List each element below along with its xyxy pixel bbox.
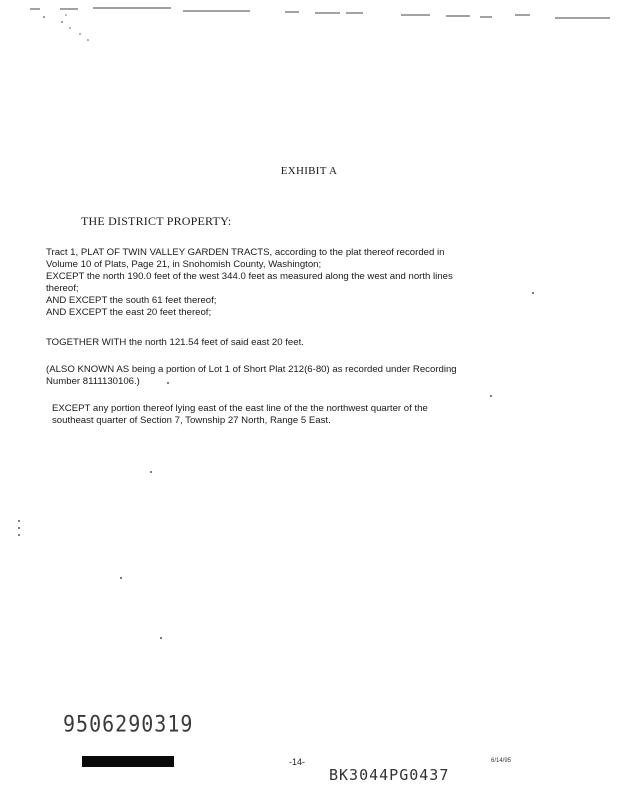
together-line: TOGETHER WITH the north 121.54 feet of said east 20 feet.: [46, 337, 304, 348]
scan-speck: [18, 534, 20, 536]
recording-number: 9506290319: [63, 710, 194, 738]
scan-speck: [160, 637, 162, 639]
scan-speck: [490, 395, 492, 397]
except-line: southeast quarter of Section 7, Township 27 North, Range 5 East.: [52, 415, 331, 426]
tract-line: EXCEPT the north 190.0 feet of the west 344.0 feet as measured along the west and north lines: [46, 271, 453, 282]
aka-line: (ALSO KNOWN AS being a portion of Lot 1 of Short Plat 212(6-80) as recorded under Recording: [46, 364, 457, 375]
also-known-as-clause: [46, 364, 546, 388]
scan-speck: [18, 527, 20, 529]
except-clause: [52, 403, 552, 427]
tract-line: Volume 10 of Plats, Page 21, in Snohomish County, Washington;: [46, 259, 322, 270]
page-number: -14-: [289, 757, 306, 767]
together-with-clause: [46, 337, 546, 349]
tract-line: thereof;: [46, 283, 79, 294]
scan-speck: [167, 382, 169, 384]
tract-description: [46, 247, 546, 319]
tract-line: AND EXCEPT the east 20 feet thereof;: [46, 307, 212, 318]
aka-line: Number 8111130106.): [46, 376, 140, 387]
except-line: EXCEPT any portion thereof lying east of the east line of the the northwest quarter of the: [52, 403, 428, 414]
scan-speck: [18, 520, 20, 522]
redaction-bar: [82, 756, 174, 767]
scan-artifacts: [0, 0, 618, 60]
book-page-reference: BK3044PG0437: [329, 766, 450, 784]
scan-speck: [532, 292, 534, 294]
scan-speck: [150, 471, 152, 473]
scan-speck: [120, 577, 122, 579]
date-code: 6/14/95: [491, 758, 512, 764]
section-heading: THE DISTRICT PROPERTY:: [81, 214, 232, 228]
tract-line: AND EXCEPT the south 61 feet thereof;: [46, 295, 217, 306]
exhibit-title: EXHIBIT A: [280, 165, 338, 177]
tract-line: Tract 1, PLAT OF TWIN VALLEY GARDEN TRACTS, according to the plat thereof recorded in: [46, 247, 445, 258]
